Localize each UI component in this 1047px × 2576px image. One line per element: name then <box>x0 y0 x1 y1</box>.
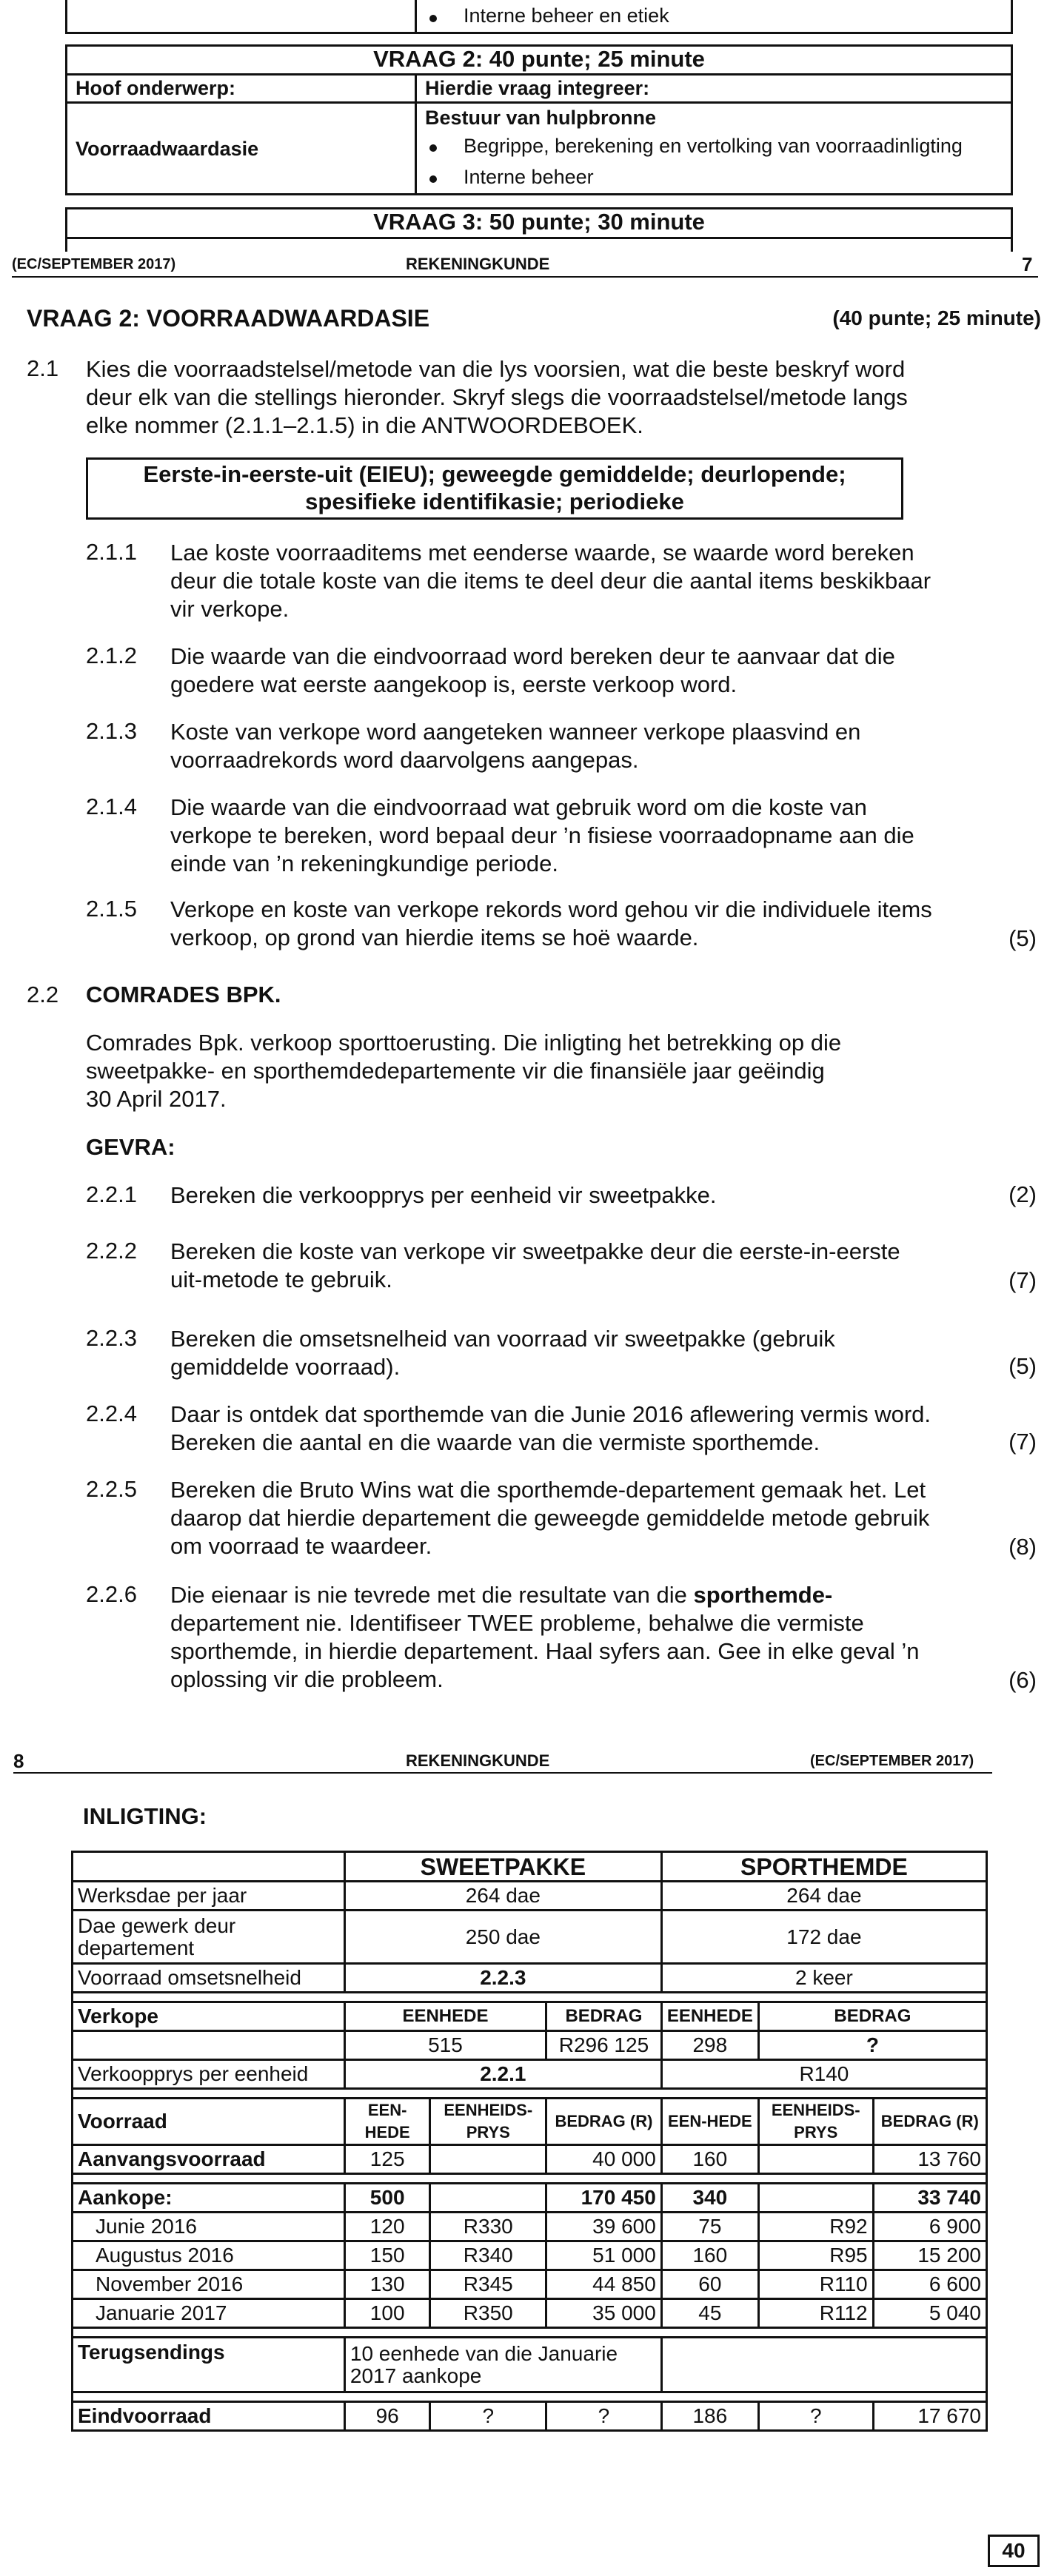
subq-2-2-3-mark: (5) <box>1008 1353 1037 1379</box>
opening-cell <box>758 2145 873 2174</box>
sales-units-header-sport: EENHEDE <box>661 2002 758 2031</box>
closing-cell: ? <box>546 2402 662 2431</box>
subq-2-2-5-text: Bereken die Bruto Wins wat die sporthemde-departement gemaak het. Let daarop dat hierdie departement die geweegde gemiddelde metode gebruik om voorraad te waardeer. <box>170 1477 930 1559</box>
purchases-cell: 500 <box>344 2184 430 2213</box>
subq-2-2-5-number: 2.2.5 <box>86 1476 137 1502</box>
workdays-label: Werksdae per jaar <box>73 1882 345 1911</box>
opening-label: Aanvangsvoorraad <box>73 2145 345 2174</box>
table-cell: 39 600 <box>546 2213 662 2241</box>
subq-2-2-2-text: Bereken die koste van verkope vir sweetpakke deur die eerste-in-eerste uit-metode te gebruik. <box>170 1238 900 1292</box>
purchases-cell: 33 740 <box>873 2184 986 2213</box>
opening-cell: 160 <box>661 2145 758 2174</box>
sales-units-sport: 298 <box>661 2031 758 2060</box>
table-cell: R112 <box>758 2299 873 2328</box>
turnover-sweet: 2.2.3 <box>344 1964 661 1993</box>
subq-2-2-6-number: 2.2.6 <box>86 1581 137 1607</box>
price-sweet: 2.2.1 <box>344 2060 661 2089</box>
stock-unitprice-header-sweet: EENHEIDS-PRYS <box>430 2099 546 2145</box>
sales-amount-header-sweet: BEDRAG <box>546 2002 662 2031</box>
item-2-1-3-number: 2.1.3 <box>86 718 137 744</box>
table-cell: 100 <box>344 2299 430 2328</box>
returns-text: 10 eenhede van die Januarie 2017 aankope <box>344 2338 661 2392</box>
page7-number: 7 <box>1022 253 1033 275</box>
subq-2-2-1-text: Bereken die verkoopprys per eenheid vir sweetpakke. <box>170 1182 717 1208</box>
page8-header-center: REKENINGKUNDE <box>406 1751 550 1770</box>
purchases-cell <box>758 2184 873 2213</box>
question-marks: (40 punte; 25 minute) <box>832 306 1041 329</box>
q22-title: COMRADES BPK. <box>86 982 281 1007</box>
table-cell: R345 <box>430 2270 546 2299</box>
subq-2-2-3-text: Bereken die omsetsnelheid van voorraad vir sweetpakke (gebruik gemiddelde voorraad). <box>170 1326 835 1380</box>
item-2-1-2-text: Die waarde van die eindvoorraad word bereken deur te aanvaar dat die goedere wat eerste aangekoop is, eerste verkoop word. <box>170 643 895 697</box>
sales-units-sweet: 515 <box>344 2031 546 2060</box>
closing-label: Eindvoorraad <box>73 2402 345 2431</box>
item-2-1-3-text: Koste van verkope word aangeteken wanneer verkope plaasvind en voorraadrekords word daarvolgens aangepas. <box>170 719 861 773</box>
stock-amount-header-sweet: BEDRAG (R) <box>546 2099 662 2145</box>
q3-overview-title: VRAAG 3: 50 punte; 30 minute <box>373 209 705 235</box>
sales-amount-sport: ? <box>758 2031 986 2060</box>
purchase-row-label: November 2016 <box>73 2270 345 2299</box>
page8-header-right: (EC/SEPTEMBER 2017) <box>810 1753 974 1769</box>
page7-header-center: REKENINGKUNDE <box>406 255 550 273</box>
workdays-sweet: 264 dae <box>344 1882 661 1911</box>
workdays-sport: 264 dae <box>661 1882 986 1911</box>
table-cell: 6 900 <box>873 2213 986 2241</box>
purchases-cell <box>430 2184 546 2213</box>
sales-amount-header-sport: BEDRAG <box>758 2002 986 2031</box>
table-cell: 45 <box>661 2299 758 2328</box>
opening-cell: 125 <box>344 2145 430 2174</box>
purchases-label: Aankope: <box>73 2184 345 2213</box>
stock-unitprice-header-sport: EENHEIDS-PRYS <box>758 2099 873 2145</box>
page7-header-left: (EC/SEPTEMBER 2017) <box>12 256 176 272</box>
q2-integrate-bullet-1: Begrippe, berekening en vertolking van voorraadinligting <box>464 135 963 157</box>
sales-units-header-sweet: EENHEDE <box>344 2002 546 2031</box>
q2-integrate-bullet-2: Interne beheer <box>464 166 594 188</box>
table-cell: R330 <box>430 2213 546 2241</box>
stock-label: Voorraad <box>73 2099 345 2145</box>
stock-amount-header-sport: BEDRAG (R) <box>873 2099 986 2145</box>
table-cell: 60 <box>661 2270 758 2299</box>
purchase-row-label: Januarie 2017 <box>73 2299 345 2328</box>
subq-2-2-4-number: 2.2.4 <box>86 1401 137 1426</box>
prev-row-bullet: Interne beheer en etiek <box>464 4 669 27</box>
closing-cell: ? <box>758 2402 873 2431</box>
purchases-cell: 340 <box>661 2184 758 2213</box>
closing-cell: 96 <box>344 2402 430 2431</box>
table-cell: 120 <box>344 2213 430 2241</box>
table-cell: R340 <box>430 2241 546 2270</box>
q22-intro: Comrades Bpk. verkoop sporttoerusting. Die inligting het betrekking op die sweetpakke- en sporthemdedepartemente vir die finansiële jaar geëindig 30 April 2017. <box>86 1030 842 1112</box>
table-cell: R95 <box>758 2241 873 2270</box>
subq-2-2-3-number: 2.2.3 <box>86 1325 137 1351</box>
closing-cell: ? <box>430 2402 546 2431</box>
col-integrates: Hierdie vraag integreer: <box>425 77 650 99</box>
options-list: Eerste-in-eerste-uit (EIEU); geweegde gemiddelde; deurlopende; spesifieke identifikasie; periodieke <box>143 461 846 514</box>
subq-2-2-4-text: Daar is ontdek dat sporthemde van die Junie 2016 aflewering vermis word. Bereken die aantal en die waarde van die vermiste sporthemde. <box>170 1401 931 1455</box>
q2-topic: Voorraadwaardasie <box>76 138 259 160</box>
subq-2-2-2-mark: (7) <box>1008 1267 1037 1293</box>
purchase-row-label: Junie 2016 <box>73 2213 345 2241</box>
total-marks: 40 <box>1002 2539 1026 2562</box>
q2-integrate-head: Bestuur van hulpbronne <box>425 107 657 129</box>
subq-2-2-6-mark: (6) <box>1008 1667 1037 1693</box>
opening-cell <box>430 2145 546 2174</box>
item-2-1-4-text: Die waarde van die eindvoorraad wat gebruik word om die koste van verkope te bereken, word bepaal deur ’n fisiese voorraadopname aan die einde van ’n rekeningkundige periode. <box>170 794 914 876</box>
table-cell: 35 000 <box>546 2299 662 2328</box>
subq-2-2-5-mark: (8) <box>1008 1534 1037 1560</box>
information-table <box>71 1851 988 2432</box>
turnover-sport: 2 keer <box>661 1964 986 1993</box>
total-marks-box <box>988 2535 1040 2567</box>
turnover-label: Voorraad omsetsnelheid <box>73 1964 345 1993</box>
table-cell: 130 <box>344 2270 430 2299</box>
purchases-cell: 170 450 <box>546 2184 662 2213</box>
table-cell: 160 <box>661 2241 758 2270</box>
q21-mark: (5) <box>1008 925 1037 951</box>
opening-cell: 40 000 <box>546 2145 662 2174</box>
table-cell: 5 040 <box>873 2299 986 2328</box>
item-2-1-1-text: Lae koste voorraaditems met eenderse waarde, se waarde word bereken deur die totale koste van die items te deel deur die aantal items beskikbaar vir verkope. <box>170 540 931 622</box>
table-cell: 15 200 <box>873 2241 986 2270</box>
subq-2-2-4-mark: (7) <box>1008 1429 1037 1455</box>
table-cell: 44 850 <box>546 2270 662 2299</box>
table-cell: 75 <box>661 2213 758 2241</box>
item-2-1-5-text: Verkope en koste van verkope rekords word gehou vir die individuele items verkoop, op grond van hierdie items se hoë waarde. <box>170 896 932 950</box>
table-cell: 150 <box>344 2241 430 2270</box>
item-2-1-5-number: 2.1.5 <box>86 896 137 922</box>
dept-days-label: Dae gewerk deur departement <box>73 1911 345 1964</box>
table-cell: R110 <box>758 2270 873 2299</box>
item-2-1-2-number: 2.1.2 <box>86 643 137 668</box>
price-label: Verkoopprys per eenheid <box>73 2060 345 2089</box>
stock-units-header-sport: EEN-HEDE <box>661 2099 758 2145</box>
page8-number: 8 <box>13 1750 24 1772</box>
subq-2-2-2-number: 2.2.2 <box>86 1238 137 1264</box>
subq-2-2-6-text: Die eienaar is nie tevrede met die resultate van die sporthemde- departement nie. Identifiseer TWEE probleme, behalwe die vermiste sporthemde, in hierdie departement. Haal syfers aan. Gee in elke geval ’n oplossing vir die probleem. <box>170 1582 920 1692</box>
closing-cell: 17 670 <box>873 2402 986 2431</box>
q21-instruction: Kies die voorraadstelsel/metode van die lys voorsien, wat die beste beskryf word deur elk van die stellings hieronder. Skryf slegs die voorraadstelsel/metode langs elke nommer (2.1.1–2.1.5) in die ANTWOORDEBOEK. <box>86 356 908 438</box>
dept-days-sport: 172 dae <box>661 1911 986 1964</box>
table-cell: R92 <box>758 2213 873 2241</box>
opening-cell: 13 760 <box>873 2145 986 2174</box>
col-sporthemde: SPORTHEMDE <box>661 1852 986 1882</box>
gevra-heading: GEVRA: <box>86 1134 175 1160</box>
item-2-1-1-number: 2.1.1 <box>86 539 137 565</box>
dept-days-sweet: 250 dae <box>344 1911 661 1964</box>
stock-units-header-sweet: EEN-HEDE <box>344 2099 430 2145</box>
q22-number: 2.2 <box>27 982 59 1007</box>
question-title: VRAAG 2: VOORRAADWAARDASIE <box>27 305 430 332</box>
subq-2-2-1-number: 2.2.1 <box>86 1181 137 1207</box>
item-2-1-4-number: 2.1.4 <box>86 794 137 819</box>
price-sport: R140 <box>661 2060 986 2089</box>
table-cell: R350 <box>430 2299 546 2328</box>
col-sweetpakke: SWEETPAKKE <box>344 1852 661 1882</box>
sales-label: Verkope <box>73 2002 345 2031</box>
returns-label: Terugsendings <box>73 2338 345 2392</box>
table-cell: 51 000 <box>546 2241 662 2270</box>
inligting-heading: INLIGTING: <box>83 1803 207 1829</box>
q2-overview-title: VRAAG 2: 40 punte; 25 minute <box>373 46 705 72</box>
q21-number: 2.1 <box>27 355 59 381</box>
sales-amount-sweet: R296 125 <box>546 2031 662 2060</box>
purchase-row-label: Augustus 2016 <box>73 2241 345 2270</box>
closing-cell: 186 <box>661 2402 758 2431</box>
subq-2-2-1-mark: (2) <box>1008 1181 1037 1207</box>
table-cell: 6 600 <box>873 2270 986 2299</box>
col-main-topic: Hoof onderwerp: <box>76 77 235 99</box>
